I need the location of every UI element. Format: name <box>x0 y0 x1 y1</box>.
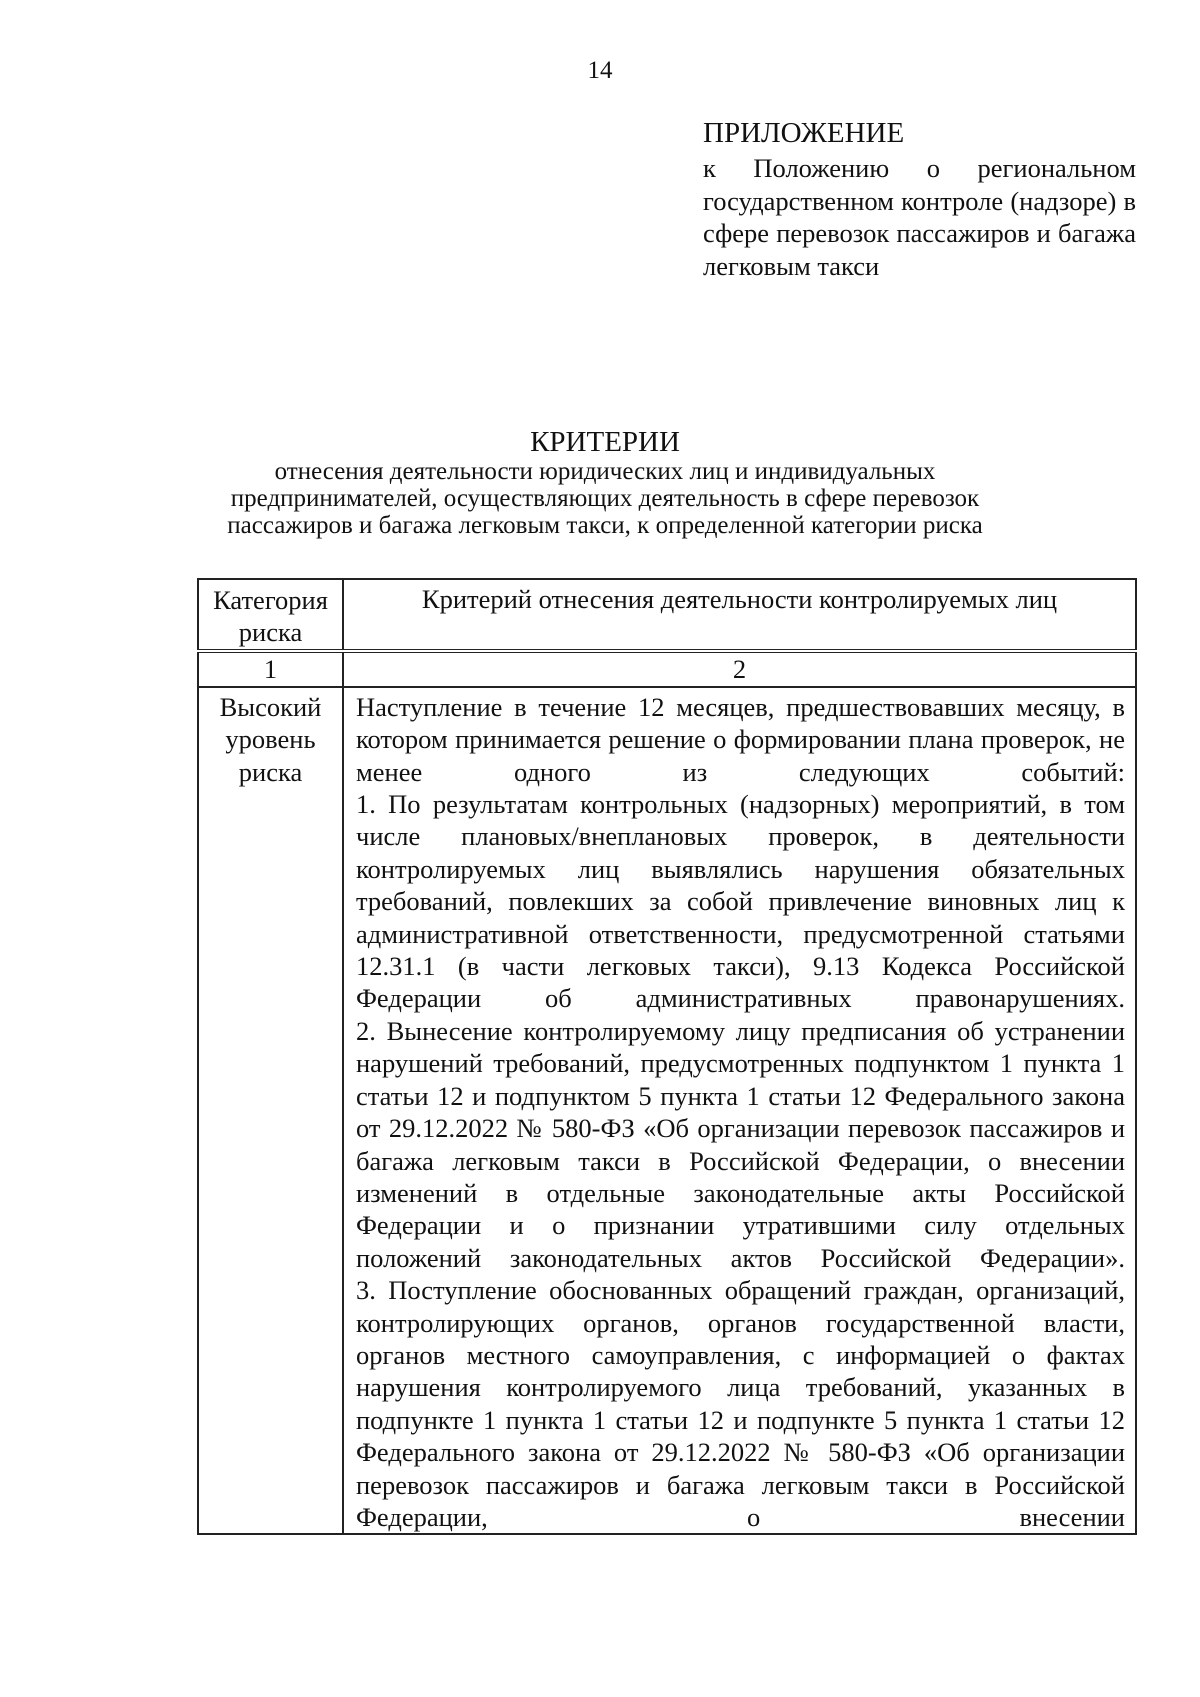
criteria-subtitle-line: отнесения деятельности юридических лиц и индивидуальных <box>274 458 936 485</box>
criterion-item-3: 3. Поступление обоснованных обращений граждан, организаций, контролирующих органов, органов государственной власти, органов местного самоуправления, с информацией о фактах нарушения контролируемого лица требований, указанных в подпункте 1 пункта 1 статьи 12 и подпункте 5 пункта 1 статьи 12 Федерального закона от 29.12.2022 № 580-ФЗ «Об организации перевозок пассажиров и багажа легковым такси в Российской Федерации, о внесении <box>356 1275 1125 1532</box>
risk-category-line: уровень <box>225 724 316 755</box>
criterion-item-2: 2. Вынесение контролируемому лицу предписания об устранении нарушений требований, предусмотренных подпунктом 1 пункта 1 статьи 12 и подпунктом 5 пункта 1 статьи 12 Федерального закона от 29.12.2022 № 580-ФЗ «Об организации перевозок пассажиров и багажа легковым такси в Российской Федерации, о внесении изменений в отдельные законодательные акты Российской Федерации и о признании утратившими силу отдельных положений законодательных актов Российской Федерации». <box>356 1015 1125 1273</box>
appendix-title: ПРИЛОЖЕНИЕ <box>703 117 905 149</box>
header-category: Категория риска <box>198 579 343 651</box>
column-number: 2 <box>343 651 1136 687</box>
table-header-row <box>198 579 1136 651</box>
column-number-row <box>198 651 1136 687</box>
criterion-intro: Наступление в течение 12 месяцев, предшествовавших месяцу, в котором принимается решение о формировании плана проверок, не менее одного из следующих событий: <box>356 691 1125 787</box>
header-criterion: Критерий отнесения деятельности контролируемых лиц <box>343 579 1136 651</box>
table-row <box>198 687 1136 1535</box>
criterion-cell <box>343 687 1136 1535</box>
criterion-item-1: 1. По результатам контрольных (надзорных) мероприятий, в том числе плановых/внеплановых проверок, в деятельности контролируемых лиц выявлялись нарушения обязательных требований, повлекших за собой привлечение виновных лиц к административной ответственности, предусмотренной статьями 12.31.1 (в части легковых такси), 9.13 Кодекса Российской Федерации об административных правонарушениях. <box>356 789 1125 1014</box>
column-number: 1 <box>198 651 343 687</box>
criteria-subtitle-line: пассажиров и багажа легковым такси, к определенной категории риска <box>227 512 983 539</box>
risk-criteria-table <box>197 578 1137 1535</box>
appendix-text: к Положению о региональном государственном контроле (надзоре) в сфере перевозок пассажиров и багажа легковым такси <box>703 153 1136 281</box>
criteria-subtitle-line: предпринимателей, осуществляющих деятельность в сфере перевозок <box>230 485 980 512</box>
risk-category-line: Высокий <box>219 691 322 722</box>
criteria-title: КРИТЕРИИ <box>530 426 680 458</box>
criteria-heading <box>195 426 1015 539</box>
risk-category-line: риска <box>238 756 303 787</box>
appendix-block <box>703 117 1136 282</box>
page-number: 14 <box>587 57 613 84</box>
risk-category-cell <box>198 687 343 1535</box>
